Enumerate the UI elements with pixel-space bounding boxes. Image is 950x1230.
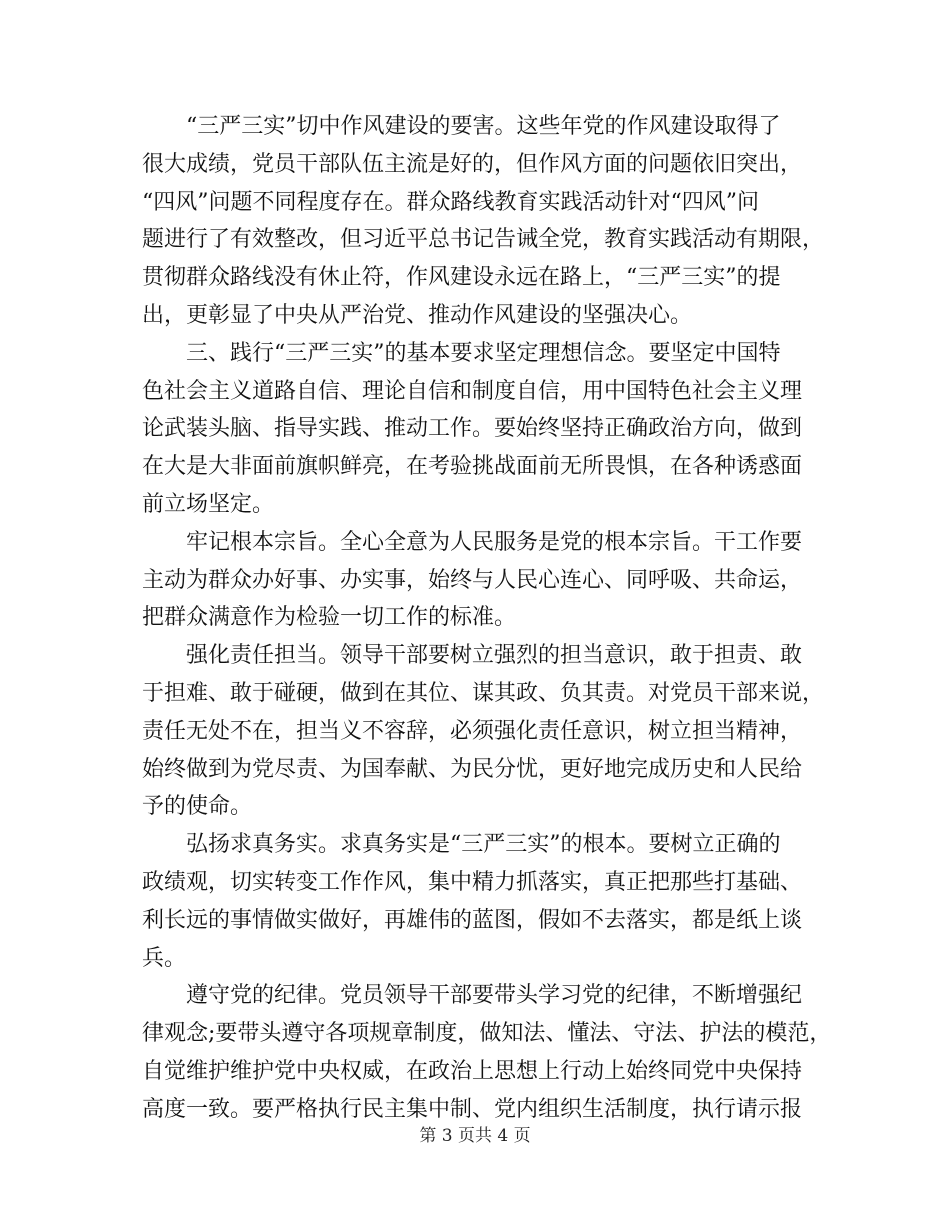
text-line: 在大是大非面前旗帜鲜亮，在考验挑战面前无所畏惧，在各种诱惑面: [142, 454, 803, 480]
text-line: 律观念;要带头遵守各项规章制度，做知法、懂法、守法、护法的模范，: [142, 1021, 832, 1047]
paragraph-discipline: [142, 977, 832, 1128]
paragraph-ideals: [142, 335, 810, 524]
paragraph-pragmatism: [142, 826, 810, 977]
text-line: 政绩观，切实转变工作作风，集中精力抓落实，真正把那些打基础、: [142, 869, 803, 895]
text-line: 出，更彰显了中央从严治党、推动作风建设的坚强决心。: [142, 302, 693, 328]
text-line: 把群众满意作为检验一切工作的标准。: [142, 605, 517, 631]
text-line: 自觉维护维护党中央权威，在政治上思想上行动上始终同党中央保持: [142, 1058, 803, 1084]
text-line: 牢记根本宗旨。全心全意为人民服务是党的根本宗旨。干工作要: [186, 529, 803, 555]
paragraph-purpose: [142, 524, 810, 637]
text-line: 论武装头脑、指导实践、推动工作。要始终坚持正确政治方向，做到: [142, 416, 803, 442]
text-line: 贯彻群众路线没有休止符，作风建设永远在路上，“三严三实”的提: [142, 265, 781, 291]
text-line: 责任无处不在，担当义不容辞，必须强化责任意识，树立担当精神，: [142, 718, 803, 744]
paragraph-sanyan-sanshi: [142, 108, 825, 335]
text-line: “四风”问题不同程度存在。群众路线教育实践活动针对“四风”问: [142, 189, 759, 215]
page-footer: 第 3 页共 4 页: [419, 1126, 531, 1146]
text-line: 利长远的事情做实做好，再雄伟的蓝图，假如不去落实，都是纸上谈: [142, 907, 803, 933]
text-line: 色社会主义道路自信、理论自信和制度自信，用中国特色社会主义理: [142, 378, 803, 404]
text-line: 遵守党的纪律。党员领导干部要带头学习党的纪律，不断增强纪: [186, 983, 803, 1009]
text-line: “三严三实”切中作风建设的要害。这些年党的作风建设取得了: [186, 114, 781, 139]
text-line: 始终做到为党尽责、为国奉献、为民分忧，更好地完成历史和人民给: [142, 756, 803, 782]
body-text: [142, 108, 832, 1129]
text-line: 予的使命。: [142, 794, 253, 820]
text-line: 兵。: [142, 945, 187, 971]
text-line: 强化责任担当。领导干部要树立强烈的担当意识，敢于担责、敢: [186, 643, 803, 669]
text-line: 高度一致。要严格执行民主集中制、党内组织生活制度，执行请示报: [142, 1096, 803, 1122]
paragraph-responsibility: [142, 637, 825, 826]
text-line: 于担难、敢于碰硬，做到在其位、谋其政、负其责。对党员干部来说，: [142, 680, 825, 706]
text-line: 题进行了有效整改，但习近平总书记告诫全党，教育实践活动有期限，: [142, 227, 825, 253]
text-line: 前立场坚定。: [142, 491, 275, 517]
text-line: 很大成绩，党员干部队伍主流是好的，但作风方面的问题依旧突出，: [142, 151, 803, 177]
text-line: 三、践行“三严三实”的基本要求坚定理想信念。要坚定中国特: [186, 340, 781, 366]
text-line: 弘扬求真务实。求真务实是“三严三实”的根本。要树立正确的: [186, 832, 781, 858]
text-line: 主动为群众办好事、办实事，始终与人民心连心、同呼吸、共命运，: [142, 567, 803, 593]
